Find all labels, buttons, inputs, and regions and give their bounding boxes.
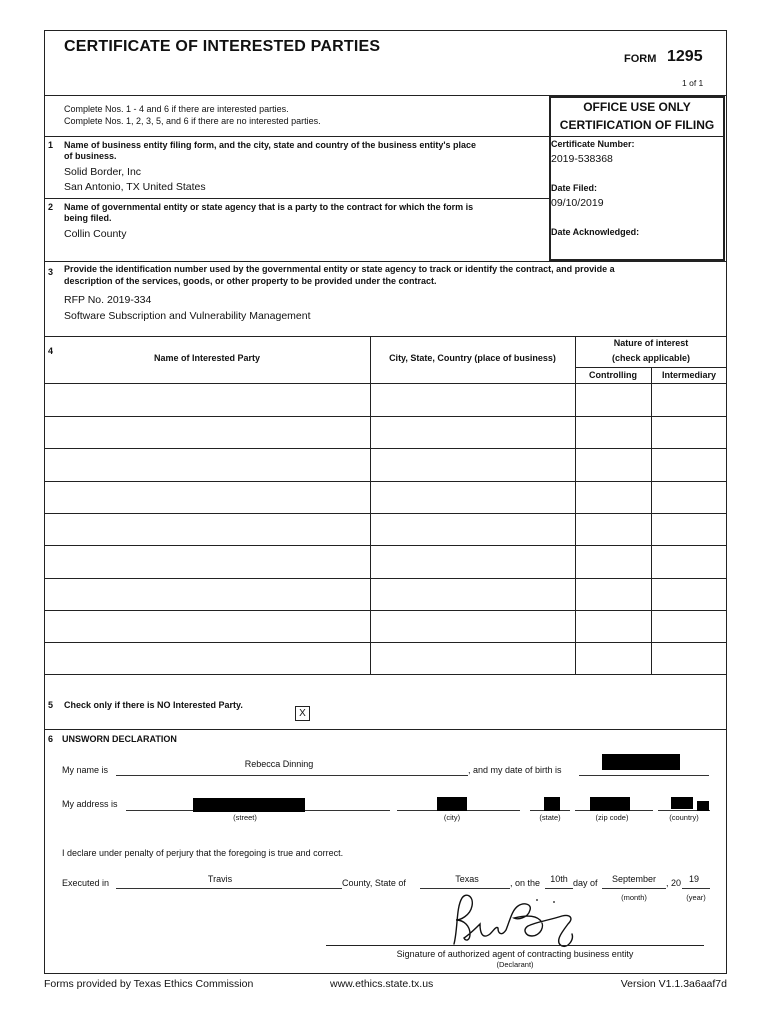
table-row: [44, 610, 727, 611]
column-divider: [651, 367, 652, 674]
business-location: San Antonio, TX United States: [64, 181, 206, 193]
dob-text: , and my date of birth is: [468, 765, 562, 775]
address-prefix: My address is: [62, 799, 118, 809]
item2-label: being filed.: [64, 213, 112, 223]
divider: [44, 261, 727, 262]
contract-description: Software Subscription and Vulnerability Management: [64, 310, 311, 322]
page-count: 1 of 1: [682, 78, 704, 88]
instruction-line: Complete Nos. 1, 2, 3, 5, and 6 if there are no interested parties.: [64, 116, 321, 126]
redaction: [193, 798, 305, 812]
table-row: [44, 642, 727, 643]
item-number: 2: [48, 202, 54, 212]
year-value: 19: [688, 874, 699, 884]
state-of-line: [420, 888, 510, 889]
date-filed-label: Date Filed:: [551, 183, 598, 193]
county-line: [116, 888, 342, 889]
column-header-nature-sub: (check applicable): [611, 353, 691, 363]
column-divider: [370, 336, 371, 674]
county-value: Travis: [207, 874, 233, 884]
date-filed: 09/10/2019: [551, 197, 604, 209]
redaction: [697, 801, 709, 811]
divider: [44, 336, 727, 337]
signature-line: [326, 945, 704, 946]
month-label: (month): [621, 893, 647, 902]
redaction: [437, 797, 467, 811]
no-interested-party-checkbox[interactable]: X: [295, 706, 310, 721]
divider: [44, 383, 727, 384]
column-header-controlling: Controlling: [589, 370, 637, 380]
column-divider: [575, 336, 576, 674]
certificate-number-label: Certificate Number:: [551, 139, 635, 149]
office-heading: OFFICE USE ONLY: [583, 100, 691, 114]
dob-line: [579, 775, 709, 776]
day-value: 10th: [550, 874, 568, 884]
divider: [549, 136, 725, 137]
table-row: [44, 416, 727, 417]
footer-provider: Forms provided by Texas Ethics Commission: [44, 978, 254, 990]
divider: [44, 136, 549, 137]
declaration-text: I declare under penalty of perjury that the foregoing is true and correct.: [62, 848, 344, 858]
table-row: [44, 578, 727, 579]
item3-label: description of the services, goods, or other property to be provided under the contract.: [64, 276, 437, 286]
item1-label: Name of business entity filing form, and the city, state and country of the business entity's place: [64, 140, 477, 150]
year-line: [682, 888, 710, 889]
column-header-intermediary: Intermediary: [661, 370, 717, 380]
certificate-number: 2019-538368: [551, 153, 613, 165]
form-title: CERTIFICATE OF INTERESTED PARTIES: [64, 38, 381, 55]
office-heading: CERTIFICATION OF FILING: [559, 118, 715, 132]
table-row: [44, 481, 727, 482]
state-label: (state): [539, 813, 561, 822]
redaction: [671, 797, 693, 809]
on-the-text: , on the: [510, 878, 541, 888]
redaction: [544, 797, 560, 811]
item-number: 4: [48, 346, 54, 356]
divider: [44, 729, 727, 730]
signature-label: Signature of authorized agent of contracting business entity: [396, 949, 634, 959]
year-label: (year): [686, 893, 706, 902]
name-prefix: My name is: [62, 765, 109, 775]
divider: [44, 198, 549, 199]
instruction-line: Complete Nos. 1 - 4 and 6 if there are interested parties.: [64, 104, 289, 114]
item2-label: Name of governmental entity or state agency that is a party to the contract for which the form is: [64, 202, 474, 212]
year-prefix: , 20: [666, 878, 682, 888]
item-number: 1: [48, 140, 54, 150]
form-label: FORM: [624, 53, 657, 65]
day-of-text: day of: [573, 878, 598, 888]
footer-website[interactable]: www.ethics.state.tx.us: [330, 978, 434, 990]
item-number: 3: [48, 267, 54, 277]
city-label: (city): [443, 813, 461, 822]
zip-label: (zip code): [595, 813, 629, 822]
name-line: [116, 775, 468, 776]
date-acknowledged-label: Date Acknowledged:: [551, 227, 640, 237]
column-header-name: Name of Interested Party: [153, 353, 261, 363]
redaction: [590, 797, 630, 811]
item1-label: of business.: [64, 151, 117, 161]
form-number: 1295: [667, 48, 703, 65]
street-label: (street): [233, 813, 257, 822]
day-line: [545, 888, 573, 889]
contract-id: RFP No. 2019-334: [64, 294, 152, 306]
country-label: (country): [669, 813, 699, 822]
executed-in-label: Executed in: [62, 878, 110, 888]
county-text: County, State of: [342, 878, 406, 888]
column-header-nature: Nature of interest: [613, 338, 689, 348]
footer-version: Version V1.1.3a6aaf7d: [620, 978, 727, 990]
table-row: [44, 674, 727, 675]
table-row: [44, 545, 727, 546]
business-name: Solid Border, Inc: [64, 166, 142, 178]
redaction: [602, 754, 680, 770]
governmental-entity: Collin County: [64, 228, 127, 240]
table-row: [44, 448, 727, 449]
declarant-name: Rebecca Dinning: [244, 759, 314, 769]
state-value: Texas: [455, 874, 479, 884]
item-number: 6: [48, 734, 54, 744]
item3-label: Provide the identification number used by the governmental entity or state agency to track or identify the contract, and provide a: [64, 264, 615, 274]
column-header-place: City, State, Country (place of business): [389, 353, 556, 363]
item5-label: Check only if there is NO Interested Party.: [64, 700, 243, 710]
table-row: [44, 513, 727, 514]
signature-image: [440, 890, 590, 948]
declarant-label: (Declarant): [496, 960, 534, 969]
month-line: [602, 888, 666, 889]
item-number: 5: [48, 700, 54, 710]
month-value: September: [611, 874, 657, 884]
item6-label: UNSWORN DECLARATION: [62, 734, 177, 744]
